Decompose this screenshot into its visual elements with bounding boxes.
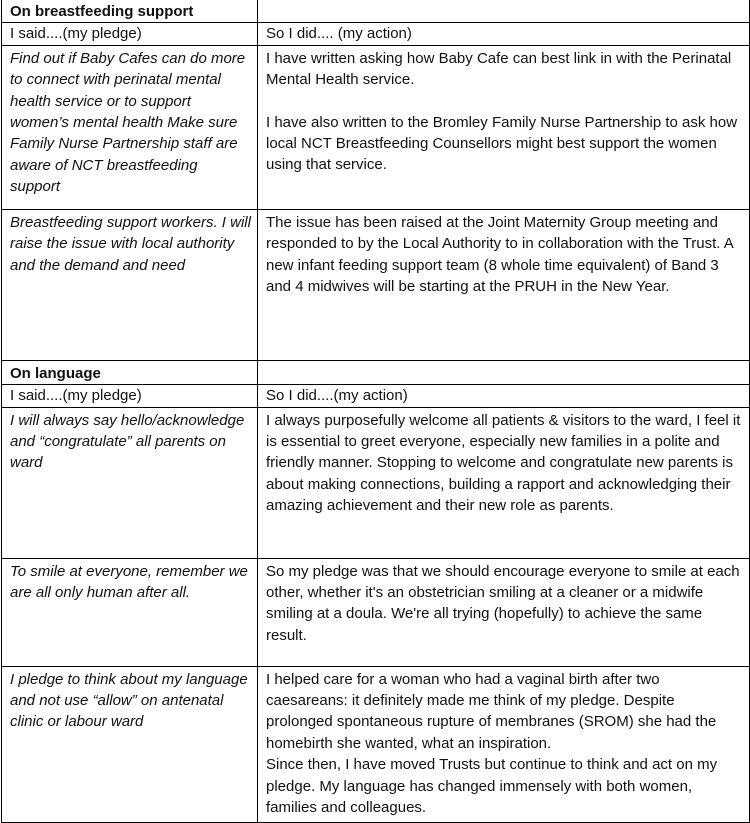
table-row xyxy=(2,666,750,823)
column-header-said: I said....(my pledge) xyxy=(2,385,258,407)
table-row xyxy=(2,45,750,209)
table-row xyxy=(2,558,750,666)
section-heading: On breastfeeding support xyxy=(2,0,258,23)
pledge-cell: I will always say hello/acknowledge and “congratulate” all parents on ward xyxy=(2,407,258,558)
section-heading: On language xyxy=(2,360,258,384)
action-paragraph: I helped care for a woman who had a vaginal birth after two caesareans: it definitely made me think of my pledge. Despite prolonged spontaneous rupture of membranes (SROM) she had the homebirth she wanted, what an inspiration. xyxy=(266,670,717,752)
column-header-said: I said....(my pledge) xyxy=(2,23,258,45)
action-paragraph: So my pledge was that we should encourage everyone to smile at each other, whether it's an obstetrician smiling at a cleaner or a midwife smiling at a doula. We're all trying (hopefully) to achieve the same result. xyxy=(266,562,740,644)
action-cell xyxy=(258,666,750,823)
action-cell xyxy=(258,209,750,360)
table-row xyxy=(2,407,750,558)
action-paragraph: The issue has been raised at the Joint Maternity Group meeting and responded to by the Local Authority to in collaboration with the Trust. A new infant feeding support team (8 whole time equivalent) of Band 3 and 4 midwives will be starting at the PRUH in the New Year. xyxy=(266,213,733,296)
section-heading-empty-cell xyxy=(258,0,750,23)
section-heading-row xyxy=(2,360,750,384)
action-paragraph: I have also written to the Bromley Family Nurse Partnership to ask how local NCT Breastfeeding Counsellors might best support the women using that service. xyxy=(266,113,738,174)
action-cell xyxy=(258,558,750,666)
section-heading-empty-cell xyxy=(258,360,750,384)
pledge-cell: To smile at everyone, remember we are all only human after all. xyxy=(2,558,258,666)
pledge-action-table xyxy=(1,0,750,823)
pledge-cell: Find out if Baby Cafes can do more to connect with perinatal mental health service or to support women’s mental health Make sure Family Nurse Partnership staff are aware of NCT breastfeeding support xyxy=(2,45,258,209)
action-cell xyxy=(258,45,750,209)
column-header-did: So I did....(my action) xyxy=(258,385,750,407)
pledge-cell: Breastfeeding support workers. I will raise the issue with local authority and the demand and need xyxy=(2,209,258,360)
column-header-row xyxy=(2,23,750,45)
table-row xyxy=(2,209,750,360)
action-paragraph: I always purposefully welcome all patients & visitors to the ward, I feel it is essential to greet everyone, especially new families in a polite and friendly manner. Stopping to welcome and congratulate new parents is about making connections, building a rapport and acknowledging their amazing achievement and their new role as parents. xyxy=(266,411,741,515)
section-heading-row xyxy=(2,0,750,23)
action-cell xyxy=(258,407,750,558)
action-paragraph: I have written asking how Baby Cafe can best link in with the Perinatal Mental Health service. xyxy=(266,49,732,89)
column-header-row xyxy=(2,385,750,407)
action-paragraph: Since then, I have moved Trusts but continue to think and act on my pledge. My language has changed immensely with both women, families and colleagues. xyxy=(266,756,718,817)
column-header-did: So I did.... (my action) xyxy=(258,23,750,45)
pledge-cell: I pledge to think about my language and not use “allow” on antenatal clinic or labour ward xyxy=(2,666,258,823)
